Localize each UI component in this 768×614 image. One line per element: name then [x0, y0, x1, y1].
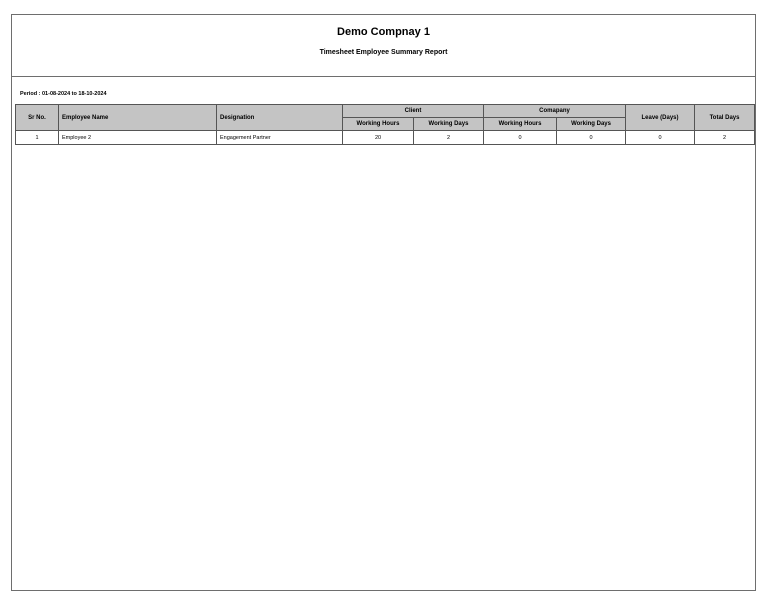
cell-client-working-days: 2 [414, 131, 484, 145]
cell-sr-no: 1 [16, 131, 59, 145]
cell-designation: Engagement Partner [217, 131, 343, 145]
report-title: Timesheet Employee Summary Report [319, 49, 448, 56]
table-row [16, 131, 755, 145]
col-header-leave-days: Leave (Days) [626, 105, 695, 131]
cell-company-working-days: 0 [557, 131, 626, 145]
company-name: Demo Compnay 1 [337, 26, 430, 38]
cell-leave-days: 0 [626, 131, 695, 145]
col-header-employee-name: Employee Name [59, 105, 217, 131]
col-header-client-working-days: Working Days [414, 118, 484, 131]
col-header-sr-no: Sr No. [16, 105, 59, 131]
col-header-company-working-hours: Working Hours [484, 118, 557, 131]
summary-table [15, 104, 755, 145]
col-header-client: Client [343, 105, 484, 118]
cell-company-working-hours: 0 [484, 131, 557, 145]
col-header-company: Comapany [484, 105, 626, 118]
report-period: Period : 01-08-2024 to 18-10-2024 [20, 91, 107, 97]
cell-total-days: 2 [695, 131, 755, 145]
col-header-company-working-days: Working Days [557, 118, 626, 131]
cell-employee-name: Employee 2 [59, 131, 217, 145]
report-page [11, 14, 756, 591]
col-header-designation: Designation [217, 105, 343, 131]
col-header-total-days: Total Days [695, 105, 755, 131]
col-header-client-working-hours: Working Hours [343, 118, 414, 131]
cell-client-working-hours: 20 [343, 131, 414, 145]
report-header [12, 15, 755, 77]
